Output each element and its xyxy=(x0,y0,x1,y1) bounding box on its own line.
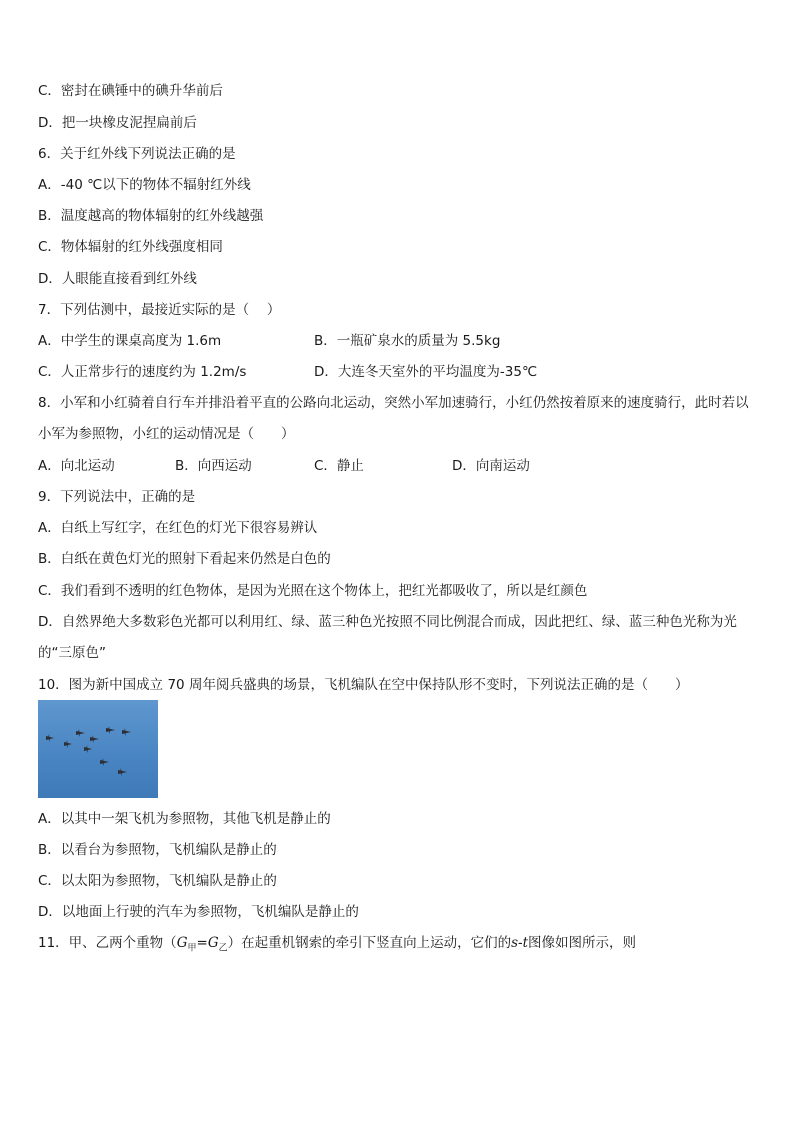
q11-stem xyxy=(38,933,636,959)
aircraft-formation-icon xyxy=(38,700,158,798)
q10-stem: 10．图为新中国成立 70 周年阅兵盛典的场景，飞机编队在空中保持队形不变时，下列说法正确的是（ ） xyxy=(38,677,689,693)
q7-option-a: A．中学生的课桌高度为 1.6m xyxy=(38,333,222,349)
q8-option-d: D．向南运动 xyxy=(452,458,530,474)
q11-equals: = xyxy=(196,935,208,951)
q10-option-d: D．以地面上行驶的汽车为参照物，飞机编队是静止的 xyxy=(38,904,359,920)
q9-option-a: A．白纸上写红字，在红色的灯光下很容易辨认 xyxy=(38,520,318,536)
q7-option-b: B．一瓶矿泉水的质量为 5.5kg xyxy=(314,333,501,349)
q11-suffix: 图像如图所示，则 xyxy=(528,935,637,951)
q8-options xyxy=(38,456,758,476)
q11-prefix: 11．甲、乙两个重物（ xyxy=(38,935,177,951)
q8-option-c: C．静止 xyxy=(314,458,364,474)
q5-option-c: C．密封在碘锤中的碘升华前后 xyxy=(38,83,223,99)
q7-option-d: D．大连冬天室外的平均温度为-35℃ xyxy=(314,364,538,380)
q11-g-symbol: G xyxy=(176,935,188,951)
q9-option-b: B．白纸在黄色灯光的照射下看起来仍然是白色的 xyxy=(38,551,331,567)
q11-g-symbol-2: G xyxy=(207,935,219,951)
q6-option-c: C．物体辐射的红外线强度相同 xyxy=(38,239,223,255)
q10-option-a: A．以其中一架飞机为参照物，其他飞机是静止的 xyxy=(38,811,331,827)
q6-stem: 6．关于红外线下列说法正确的是 xyxy=(38,146,236,162)
q6-option-a: A．-40 ℃以下的物体不辐射红外线 xyxy=(38,177,251,193)
q10-option-b: B．以看台为参照物，飞机编队是静止的 xyxy=(38,842,277,858)
q7-option-c: C．人正常步行的速度约为 1.2m/s xyxy=(38,364,247,380)
q7-stem: 7．下列估测中，最接近实际的是（ ） xyxy=(38,302,281,318)
q11-mid: ）在起重机钢索的牵引下竖直向上运动，它们的 xyxy=(227,935,512,951)
q7-options-row2 xyxy=(38,362,758,382)
q8-stem: 8．小军和小红骑着自行车并排沿着平直的公路向北运动，突然小军加速骑行，小红仍然按着原来的速度骑行，此时若以小军为参照物，小红的运动情况是（ ） xyxy=(38,395,749,442)
q6-option-d: D．人眼能直接看到红外线 xyxy=(38,271,197,287)
q8-option-a: A．向北运动 xyxy=(38,458,115,474)
q8-option-b: B．向西运动 xyxy=(175,458,252,474)
q9-stem: 9．下列说法中，正确的是 xyxy=(38,489,196,505)
q5-option-d: D．把一块橡皮泥捏扁前后 xyxy=(38,115,197,131)
q6-option-b: B．温度越高的物体辐射的红外线越强 xyxy=(38,208,264,224)
aircraft-formation-photo xyxy=(38,700,158,798)
q7-options-row1 xyxy=(38,331,758,351)
q9-option-d: D．自然界绝大多数彩色光都可以利用红、绿、蓝三种色光按照不同比例混合而成，因此把红、绿、蓝三种色光称为光的“三原色” xyxy=(38,614,737,661)
q10-option-c: C．以太阳为参照物，飞机编队是静止的 xyxy=(38,873,277,889)
q11-st-symbol: s-t xyxy=(511,935,529,951)
q9-option-c: C．我们看到不透明的红色物体，是因为光照在这个物体上，把红光都吸收了，所以是红颜色 xyxy=(38,583,588,599)
q11-sub-jia: 甲 xyxy=(187,943,197,954)
q11-sub-yi: 乙 xyxy=(218,943,228,954)
